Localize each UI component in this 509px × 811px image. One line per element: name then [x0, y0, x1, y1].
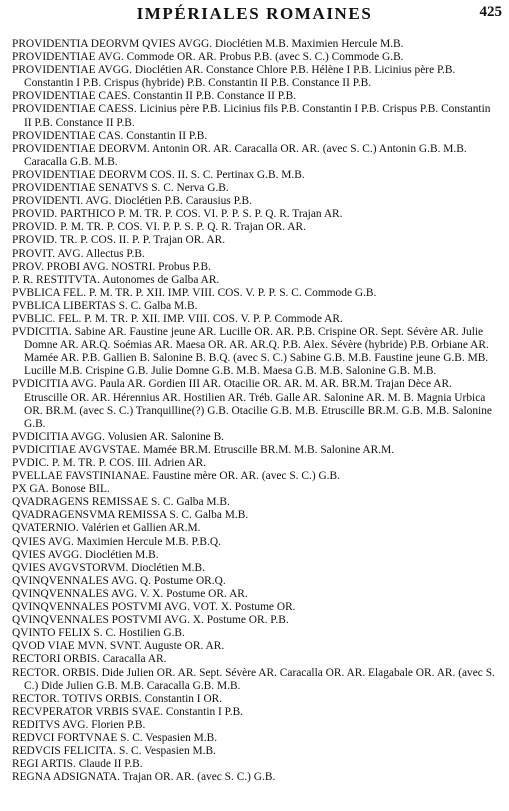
- page-number: 425: [479, 4, 502, 20]
- list-item: REDVCIS FELICITA. S. C. Vespasien M.B.: [12, 745, 216, 758]
- list-item: QVINQVENNALES POSTVMI AVG. VOT. X. Postume OR.: [12, 601, 296, 614]
- list-item: REGI ARTIS. Claude II P.B.: [12, 758, 143, 771]
- list-item: PVDICITIAE AVGVSTAE. Mamée BR.M. Etruscille BR.M. M.B. Salonine AR.M.: [12, 443, 395, 456]
- list-item: PVBLIC. FEL. P. M. TR. P. XII. IMP. VIII. COS. V. P. P. Commode AR.: [12, 312, 343, 325]
- list-item: QVIES AVG. Maximien Hercule M.B. P.B.Q.: [12, 535, 221, 548]
- list-item: PROVIDENTIAE SENATVS S. C. Nerva G.B.: [12, 182, 229, 195]
- list-item: QVATERNIO. Valérien et Gallien AR.M.: [12, 522, 201, 535]
- list-item: PX GA. Bonose BIL.: [12, 483, 110, 496]
- list-item: QVINQVENNALES POSTVMI AVG. X. Postume OR. P.B.: [12, 614, 289, 627]
- list-item: PVDICITIA. Sabine AR. Faustine jeune AR. Lucille OR. AR. P.B. Crispine OR. Sept. Sévère AR. Julie Domne AR. AR.Q. Soémias AR. Maesa OR. AR. AR.Q. P.B. Alex. Sévère (hybride) P.B. Orbiane AR. Mamée AR. P.B. Gallien B. Salonine B. B.Q. (avec S. C.) Sabine G.B. M.B. Faustine jeune G.B. MB. Lucille M.B. Crispine G.B. Julie Domne G.B. M.B. Maesa G.B. M.B. Salonine G.B. M.B.: [12, 326, 489, 378]
- list-item: REGNA ADSIGNATA. Trajan OR. AR. (avec S. C.) G.B.: [12, 771, 276, 784]
- list-item: QVINQVENNALES AVG. Q. Postume OR.Q.: [12, 574, 226, 587]
- list-item: RECTOR. TOTIVS ORBIS. Constantin I OR.: [12, 692, 223, 705]
- list-item: PROVID. P. M. TR. P. COS. VI. P. P. S. P. Q. R. Trajan OR. AR.: [12, 221, 306, 234]
- list-item: PROVID. PARTHICO P. M. TR. P. COS. VI. P. P. S. P. Q. R. Trajan AR.: [12, 208, 343, 221]
- list-item: QVINTO FELIX S. C. Hostilien G.B.: [12, 627, 185, 640]
- list-item: QVIES AVGVSTORVM. Dioclétien M.B.: [12, 561, 205, 574]
- list-item: P. R. RESTITVTA. Autonomes de Galba AR.: [12, 273, 220, 286]
- running-title: IMPÉRIALES ROMAINES: [136, 4, 373, 23]
- list-item: PROVIDENTIAE CAESS. Licinius père P.B. Licinius fils P.B. Constantin I P.B. Crispus P.B. Constantin II P.B. Constance II P.B.: [12, 103, 491, 129]
- list-item: QVADRAGENS REMISSAE S. C. Galba M.B.: [12, 496, 230, 509]
- list-item: REDVCI FORTVNAE S. C. Vespasien M.B.: [12, 731, 218, 744]
- list-item: PROVIDENTIAE AVGG. Dioclétien AR. Constance Chlore P.B. Hélène I P.B. Licinius père P.B. Constantin I P.B. Crispus (hybride) P.B. Constantin II P.B. Constance II P.B.: [12, 64, 456, 90]
- list-item: PVELLAE FAVSTINIANAE. Faustine mère OR. AR. (avec S. C.) G.B.: [12, 470, 340, 483]
- list-item: PVDICITIA AVG. Paula AR. Gordien III AR. Otacilie OR. AR. M. AR. BR.M. Trajan Dèce AR. Etruscille OR. AR. Hérennius AR. Hostilien AR. Tréb. Galle AR. Salonine AR. M. B. Magnia Urbica OR. BR.M. (avec S. C.) Tranquilline(?) G.B. Otacilie G.B. M.B. Etruscille BR.M. G.B. M.B. Salonine G.B.: [12, 378, 492, 430]
- list-item: PROV. PROBI AVG. NOSTRI. Probus P.B.: [12, 260, 211, 273]
- list-item: QVINQVENNALES AVG. V. X. Postume OR. AR.: [12, 587, 248, 600]
- list-item: RECTORI ORBIS. Caracalla AR.: [12, 653, 167, 666]
- list-item: QVIES AVGG. Dioclétien M.B.: [12, 548, 159, 561]
- list-item: REDITVS AVG. Florien P.B.: [12, 718, 146, 731]
- list-item: PROVIDENTIAE CAES. Constantin II P.B. Constance II P.B.: [12, 90, 297, 103]
- running-header: [0, 2, 509, 26]
- list-item: QVOD VIAE MVN. SVNT. Auguste OR. AR.: [12, 640, 225, 653]
- list-item: PVDICITIA AVGG. Volusien AR. Salonine B.: [12, 430, 225, 443]
- list-item: PROVIDENTI. AVG. Dioclétien P.B. Carausius P.B.: [12, 195, 252, 208]
- list-item: PROVID. TR. P. COS. II. P. P. Trajan OR. AR.: [12, 234, 226, 247]
- list-item: PROVIDENTIAE AVG. Commode OR. AR. Probus P.B. (avec S. C.) Commode G.B.: [12, 51, 404, 64]
- list-item: PVBLICA LIBERTAS S. C. Galba M.B.: [12, 299, 198, 312]
- list-item: PVBLICA FEL. P. M. TR. P. XII. IMP. VIII. COS. V. P. P. S. C. Commode G.B.: [12, 286, 377, 299]
- list-item: RECVPERATOR VRBIS SVAE. Constantin I P.B.: [12, 705, 244, 718]
- list-item: PVDIC. P. M. TR. P. COS. III. Adrien AR.: [12, 457, 207, 469]
- list-item: QVADRAGENSVMA REMISSA S. C. Galba M.B.: [12, 509, 249, 522]
- list-item: RECTOR. ORBIS. Dide Julien OR. AR. Sept. Sévère AR. Caracalla OR. AR. Elagabale OR. AR. (avec S. C.) Dide Julien G.B. M.B. Caracalla G.B. M.B.: [12, 666, 495, 692]
- list-item: PROVIDENTIAE DEORVM. Antonin OR. AR. Caracalla OR. AR. (avec S. C.) Antonin G.B. M.B. Caracalla G.B. M.B.: [12, 142, 467, 168]
- list-item: PROVIDENTIA DEORVM QVIES AVGG. Dioclétien M.B. Maximien Hercule M.B.: [12, 38, 404, 50]
- list-item: PROVIT. AVG. Allectus P.B.: [12, 247, 145, 260]
- coin-legend-list: [12, 38, 498, 784]
- list-item: PROVIDENTIAE DEORVM COS. II. S. C. Pertinax G.B. M.B.: [12, 168, 305, 181]
- list-item: PROVIDENTIAE CAS. Constantin II P.B.: [12, 129, 208, 142]
